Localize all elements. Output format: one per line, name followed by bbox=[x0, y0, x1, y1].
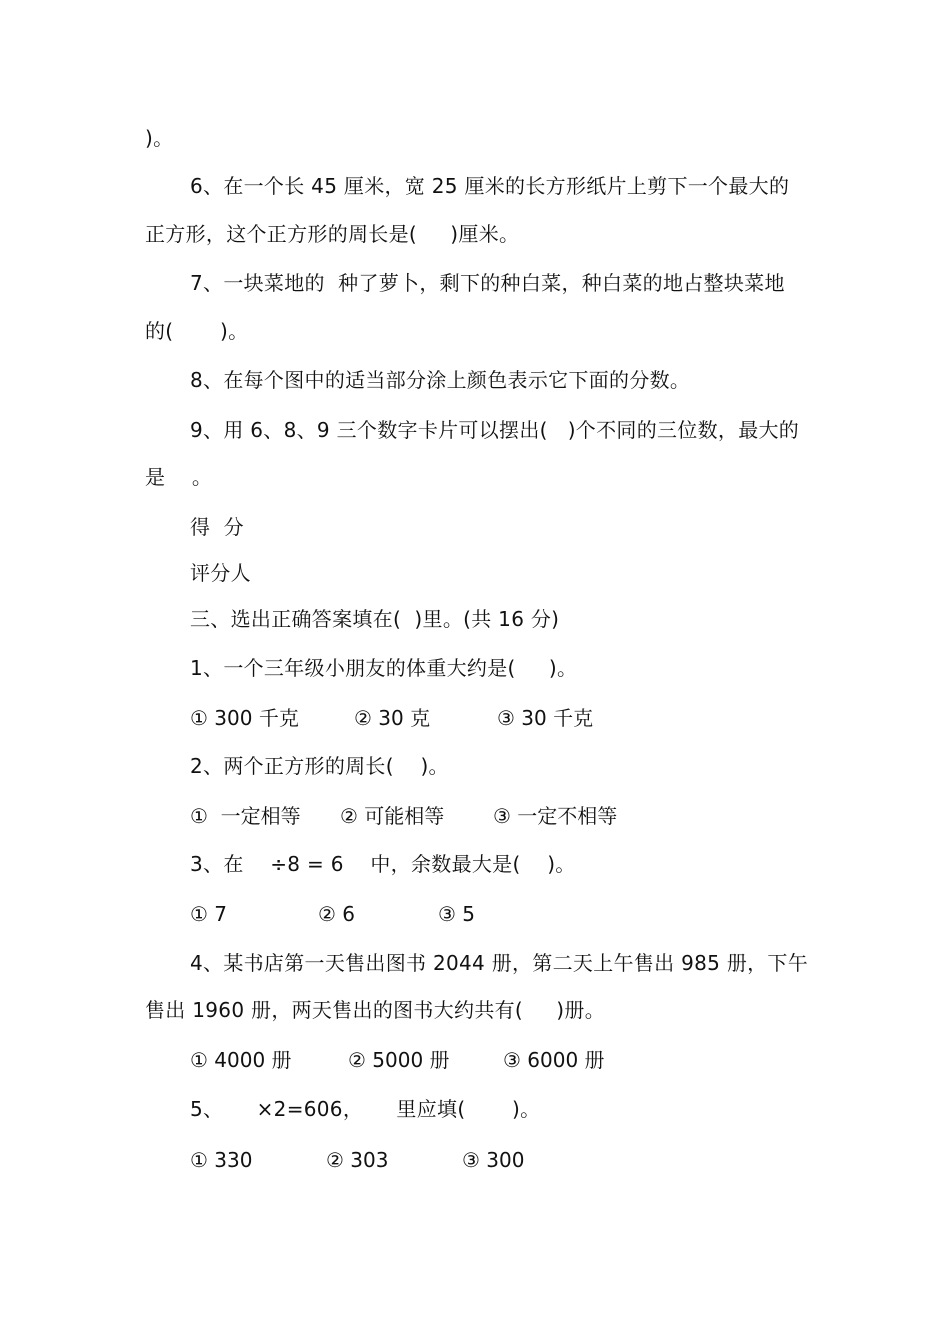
continuation-text: )。 bbox=[145, 126, 174, 150]
option-b: ② 303 bbox=[326, 1148, 389, 1172]
grader-label: 评分人 bbox=[190, 561, 251, 585]
option-b: ② 6 bbox=[318, 902, 356, 926]
question-7-line-1: 7、一块菜地的 种了萝卜，剩下的种白菜，种白菜的地占整块菜地 bbox=[190, 271, 785, 295]
question-7-line-2: 的( )。 bbox=[145, 319, 249, 343]
question-6-line-1: 6、在一个长 45 厘米，宽 25 厘米的长方形纸片上剪下一个最大的 bbox=[190, 174, 790, 198]
option-a: ① 330 bbox=[190, 1148, 253, 1172]
question-8: 8、在每个图中的适当部分涂上颜色表示它下面的分数。 bbox=[190, 368, 691, 392]
question-6-line-2: 正方形，这个正方形的周长是( )厘米。 bbox=[145, 222, 520, 246]
mc-question-2: 2、两个正方形的周长( )。 bbox=[190, 754, 449, 778]
option-c: ③ 300 bbox=[462, 1148, 525, 1172]
option-a: ① 300 千克 bbox=[190, 706, 299, 730]
mc-question-5: 5、 ×2=606， 里应填( )。 bbox=[190, 1097, 541, 1121]
option-a: ① 7 bbox=[190, 902, 228, 926]
mc-question-3: 3、在 ÷8 = 6 中，余数最大是( )。 bbox=[190, 852, 576, 876]
option-a: ① 4000 册 bbox=[190, 1048, 292, 1072]
mc-question-4-line-1: 4、某书店第一天售出图书 2044 册，第二天上午售出 985 册，下午 bbox=[190, 951, 809, 975]
option-c: ③ 一定不相等 bbox=[493, 804, 618, 828]
option-c: ③ 6000 册 bbox=[503, 1048, 605, 1072]
option-b: ② 5000 册 bbox=[348, 1048, 450, 1072]
section-3-heading: 三、选出正确答案填在( )里。(共 16 分) bbox=[190, 607, 560, 631]
mc-question-1: 1、一个三年级小朋友的体重大约是( )。 bbox=[190, 656, 578, 680]
mc-question-4-line-2: 售出 1960 册，两天售出的图书大约共有( )册。 bbox=[145, 998, 606, 1022]
option-a: ① 一定相等 bbox=[190, 804, 301, 828]
question-9-line-1: 9、用 6、8、9 三个数字卡片可以摆出( )个不同的三位数，最大的 bbox=[190, 418, 800, 442]
option-c: ③ 30 千克 bbox=[497, 706, 594, 730]
question-9-line-2: 是 。 bbox=[145, 465, 213, 489]
option-c: ③ 5 bbox=[438, 902, 476, 926]
option-b: ② 30 克 bbox=[354, 706, 431, 730]
option-b: ② 可能相等 bbox=[340, 804, 445, 828]
score-label: 得 分 bbox=[190, 515, 244, 539]
